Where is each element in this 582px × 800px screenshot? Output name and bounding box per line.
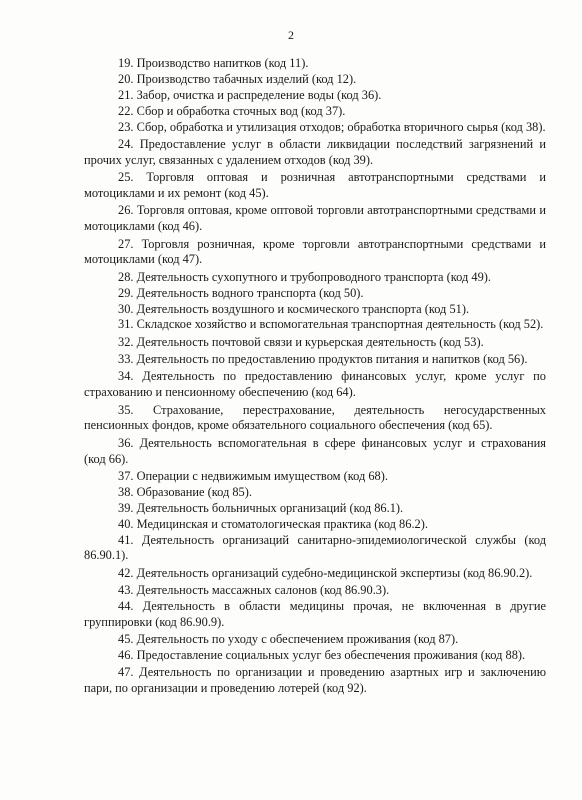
list-item: 47. Деятельность по организации и проведению азартных игр и заключению пари, по организации и проведению лотерей (код 92). (84, 665, 546, 696)
list-item: 38. Образование (код 85). (118, 484, 252, 499)
list-item: 24. Предоставление услуг в области ликвидации последствий загрязнений и прочих услуг, связанных с удалением отходов (код 39). (84, 136, 546, 167)
list-item: 37. Операции с недвижимым имуществом (код 68). (118, 468, 388, 483)
list-item: 33. Деятельность по предоставлению продуктов питания и напитков (код 56). (118, 352, 528, 367)
list-item: 30. Деятельность воздушного и космического транспорта (код 51). (118, 301, 470, 316)
list-item: 39. Деятельность больничных организаций (код 86.1). (118, 500, 404, 515)
list-item: 22. Сбор и обработка сточных вод (код 37). (118, 103, 346, 118)
list-item: 29. Деятельность водного транспорта (код 50). (118, 285, 364, 300)
list-item: 41. Деятельность организаций санитарно-эпидемиологической службы (код 86.90.1). (84, 532, 546, 563)
list-item: 34. Деятельность по предоставлению финансовых услуг, кроме услуг по страхованию и пенсионному обеспечению (код 64). (84, 369, 546, 400)
list-item: 44. Деятельность в области медицины прочая, не включенная в другие группировки (код 86.90.9). (84, 598, 546, 629)
page-number: 2 (288, 28, 294, 42)
list-item: 25. Торговля оптовая и розничная автотранспортными средствами и мотоциклами и их ремонт (код 45). (84, 170, 546, 201)
list-item: 35. Страхование, перестрахование, деятельность негосударственных пенсионных фондов, кроме обязательного социального обеспечения (код 65). (84, 402, 546, 433)
list-item: 45. Деятельность по уходу с обеспечением проживания (код 87). (118, 632, 459, 647)
list-item: 19. Производство напитков (код 11). (118, 56, 309, 70)
list-item: 40. Медицинская и стоматологическая практика (код 86.2). (118, 516, 428, 531)
list-item: 46. Предоставление социальных услуг без обеспечения проживания (код 88). (118, 648, 526, 663)
activity-list (84, 56, 546, 697)
list-item: 32. Деятельность почтовой связи и курьерская деятельность (код 53). (118, 334, 484, 349)
list-item: 26. Торговля оптовая, кроме оптовой торговли автотранспортными средствами и мотоциклами (код 46). (84, 203, 546, 234)
list-item: 23. Сбор, обработка и утилизация отходов; обработка вторичного сырья (код 38). (118, 119, 546, 134)
list-item: 36. Деятельность вспомогательная в сфере финансовых услуг и страхования (код 66). (84, 435, 546, 466)
list-item: 20. Производство табачных изделий (код 12). (118, 71, 357, 86)
list-item: 28. Деятельность сухопутного и трубопроводного транспорта (код 49). (118, 269, 491, 284)
list-item: 42. Деятельность организаций судебно-медицинской экспертизы (код 86.90.2). (118, 565, 533, 580)
list-item: 31. Складское хозяйство и вспомогательная транспортная деятельность (код 52). (118, 317, 544, 332)
list-item: 27. Торговля розничная, кроме торговли автотранспортными средствами и мотоциклами (код 47). (84, 236, 546, 267)
list-item: 43. Деятельность массажных салонов (код 86.90.3). (118, 583, 390, 598)
list-item: 21. Забор, очистка и распределение воды (код 36). (118, 87, 382, 102)
